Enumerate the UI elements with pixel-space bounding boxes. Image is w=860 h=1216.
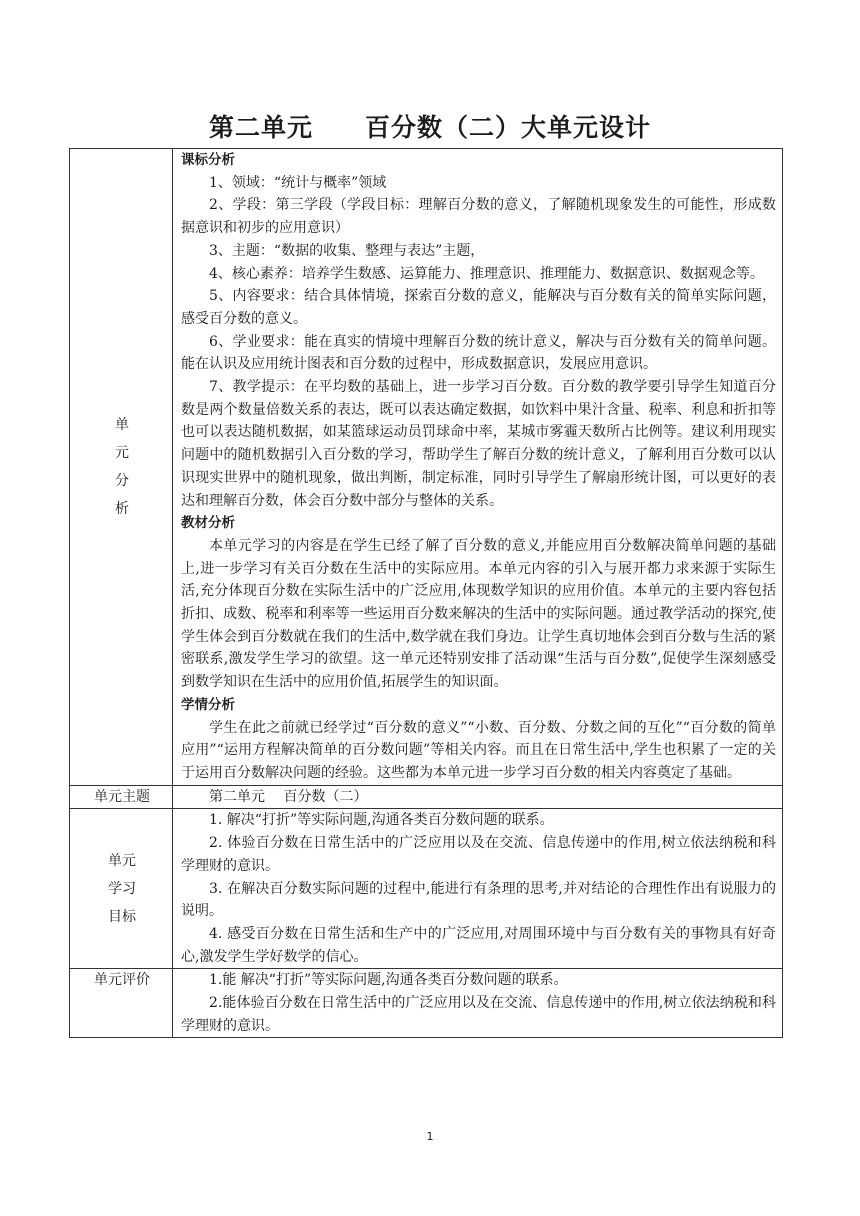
paragraph: 本单元学习的内容是在学生已经了解了百分数的意义,并能应用百分数解决简单问题的基础上,进一步学习有关百分数在生活中的实际应用。本单元内容的引入与展开都力求来源于实际生活,充分体现百分数在实际生活中的广泛应用,体现数学知识的应用价值。本单元的主要内容包括折扣、成数、税率和利率等一些运用百分数来解决的生活中的实际问题。通过教学活动的探究,使学生体会到百分数就在我们的生活中,数学就在我们身边。让学生真切地体会到百分数与生活的紧密联系,激发学生学习的欲望。这一单元还特别安排了活动课“生活与百分数”,促使学生深刻感受到数学知识在生活中的应用价值,拓展学生的知识面。 <box>181 537 776 691</box>
label-line: 单元 <box>108 852 136 869</box>
goal-item: 3. 在解决百分数实际问题的过程中,能进行有条理的思考,并对结论的合理性作出有说服力的说明。 <box>181 880 776 920</box>
label-line: 学习 <box>108 880 136 897</box>
label-line: 目标 <box>108 908 136 925</box>
content-unit-analysis <box>173 149 783 786</box>
label-char: 析 <box>115 500 129 517</box>
unit-design-table <box>69 148 783 1038</box>
page-title: 第二单元 百分数（二）大单元设计 <box>208 113 651 142</box>
goal-item: 1. 解决“打折”等实际问题,沟通各类百分数问题的联系。 <box>209 812 554 829</box>
row-unit-analysis <box>70 149 783 786</box>
row-unit-goals <box>70 809 783 969</box>
row-unit-theme <box>70 785 783 809</box>
paragraph: 7、教学提示：在平均数的基础上，进一步学习百分数。百分数的教学要引导学生知道百分数是两个数量倍数关系的表达，既可以表达确定数据，如饮料中果汁含量、税率、利息和折扣等也可以表达随机数据，如某篮球运动员罚球命中率，某城市雾霾天数所占比例等。建议利用现实问题中的随机数据引入百分数的学习，帮助学生了解百分数的统计意义，了解利用百分数可以认识现实世界中的随机现象，做出判断，制定标准，同时引导学生了解扇形统计图，可以更好的表达和理解百分数，体会百分数中部分与整体的关系。 <box>181 379 776 509</box>
label-unit-analysis <box>70 149 173 786</box>
page-number: 1 <box>426 1130 434 1143</box>
label-unit-theme: 单元主题 <box>70 785 173 809</box>
goal-item: 2. 体验百分数在日常生活中的广泛应用以及在交流、信息传递中的作用,树立依法纳税和科学理财的意识。 <box>181 835 776 874</box>
row-unit-eval <box>70 969 783 1038</box>
paragraph: 4、核心素养：培养学生数感、运算能力、推理意识、推理能力、数据意识、数据观念等。 <box>209 265 764 282</box>
section-heading-textbook: 教材分析 <box>181 515 235 532</box>
label-char: 分 <box>115 472 129 489</box>
section-heading-students: 学情分析 <box>181 696 235 713</box>
label-char: 单 <box>115 416 129 433</box>
paragraph: 学生在此之前就已经学过“百分数的意义”“小数、百分数、分数之间的互化”“百分数的简单应用”“运用方程解决简单的百分数问题”等相关内容。而且在日常生活中,学生也积累了一定的关于运用百分数解决问题的经验。这些都为本单元进一步学习百分数的相关内容奠定了基础。 <box>181 719 776 781</box>
content-unit-theme <box>173 785 783 809</box>
paragraph: 5、内容要求：结合具体情境，探索百分数的意义，能解决与百分数有关的简单实际问题，感受百分数的意义。 <box>181 288 776 327</box>
paragraph: 6、学业要求：能在真实的情境中理解百分数的统计意义，解决与百分数有关的简单问题。能在认识及应用统计图表和百分数的过程中，形成数据意识，发展应用意识。 <box>181 333 776 373</box>
paragraph: 3、主题：“数据的收集、整理与表达”主题， <box>209 242 485 259</box>
unit-theme-value: 第二单元 百分数（二） <box>209 788 368 805</box>
section-heading-curriculum: 课标分析 <box>181 152 235 168</box>
eval-item: 2.能体验百分数在日常生活中的广泛应用以及在交流、信息传递中的作用,树立依法纳税和科学理财的意识。 <box>181 995 776 1034</box>
label-unit-eval: 单元评价 <box>70 969 173 1038</box>
goal-item: 4. 感受百分数在日常生活和生产中的广泛应用,对周围环境中与百分数有关的事物具有好奇心,激发学生学好数学的信心。 <box>181 925 776 965</box>
content-unit-goals <box>173 809 783 969</box>
label-char: 元 <box>115 444 129 461</box>
paragraph: 1、领域：“统计与概率”领域 <box>209 174 387 191</box>
paragraph: 2、学段：第三学段（学段目标：理解百分数的意义，了解随机现象发生的可能性，形成数据意识和初步的应用意识） <box>181 197 776 237</box>
eval-item: 1.能 解决“打折”等实际问题,沟通各类百分数问题的联系。 <box>209 972 568 989</box>
content-unit-eval <box>173 969 783 1038</box>
label-unit-goals <box>70 809 173 969</box>
